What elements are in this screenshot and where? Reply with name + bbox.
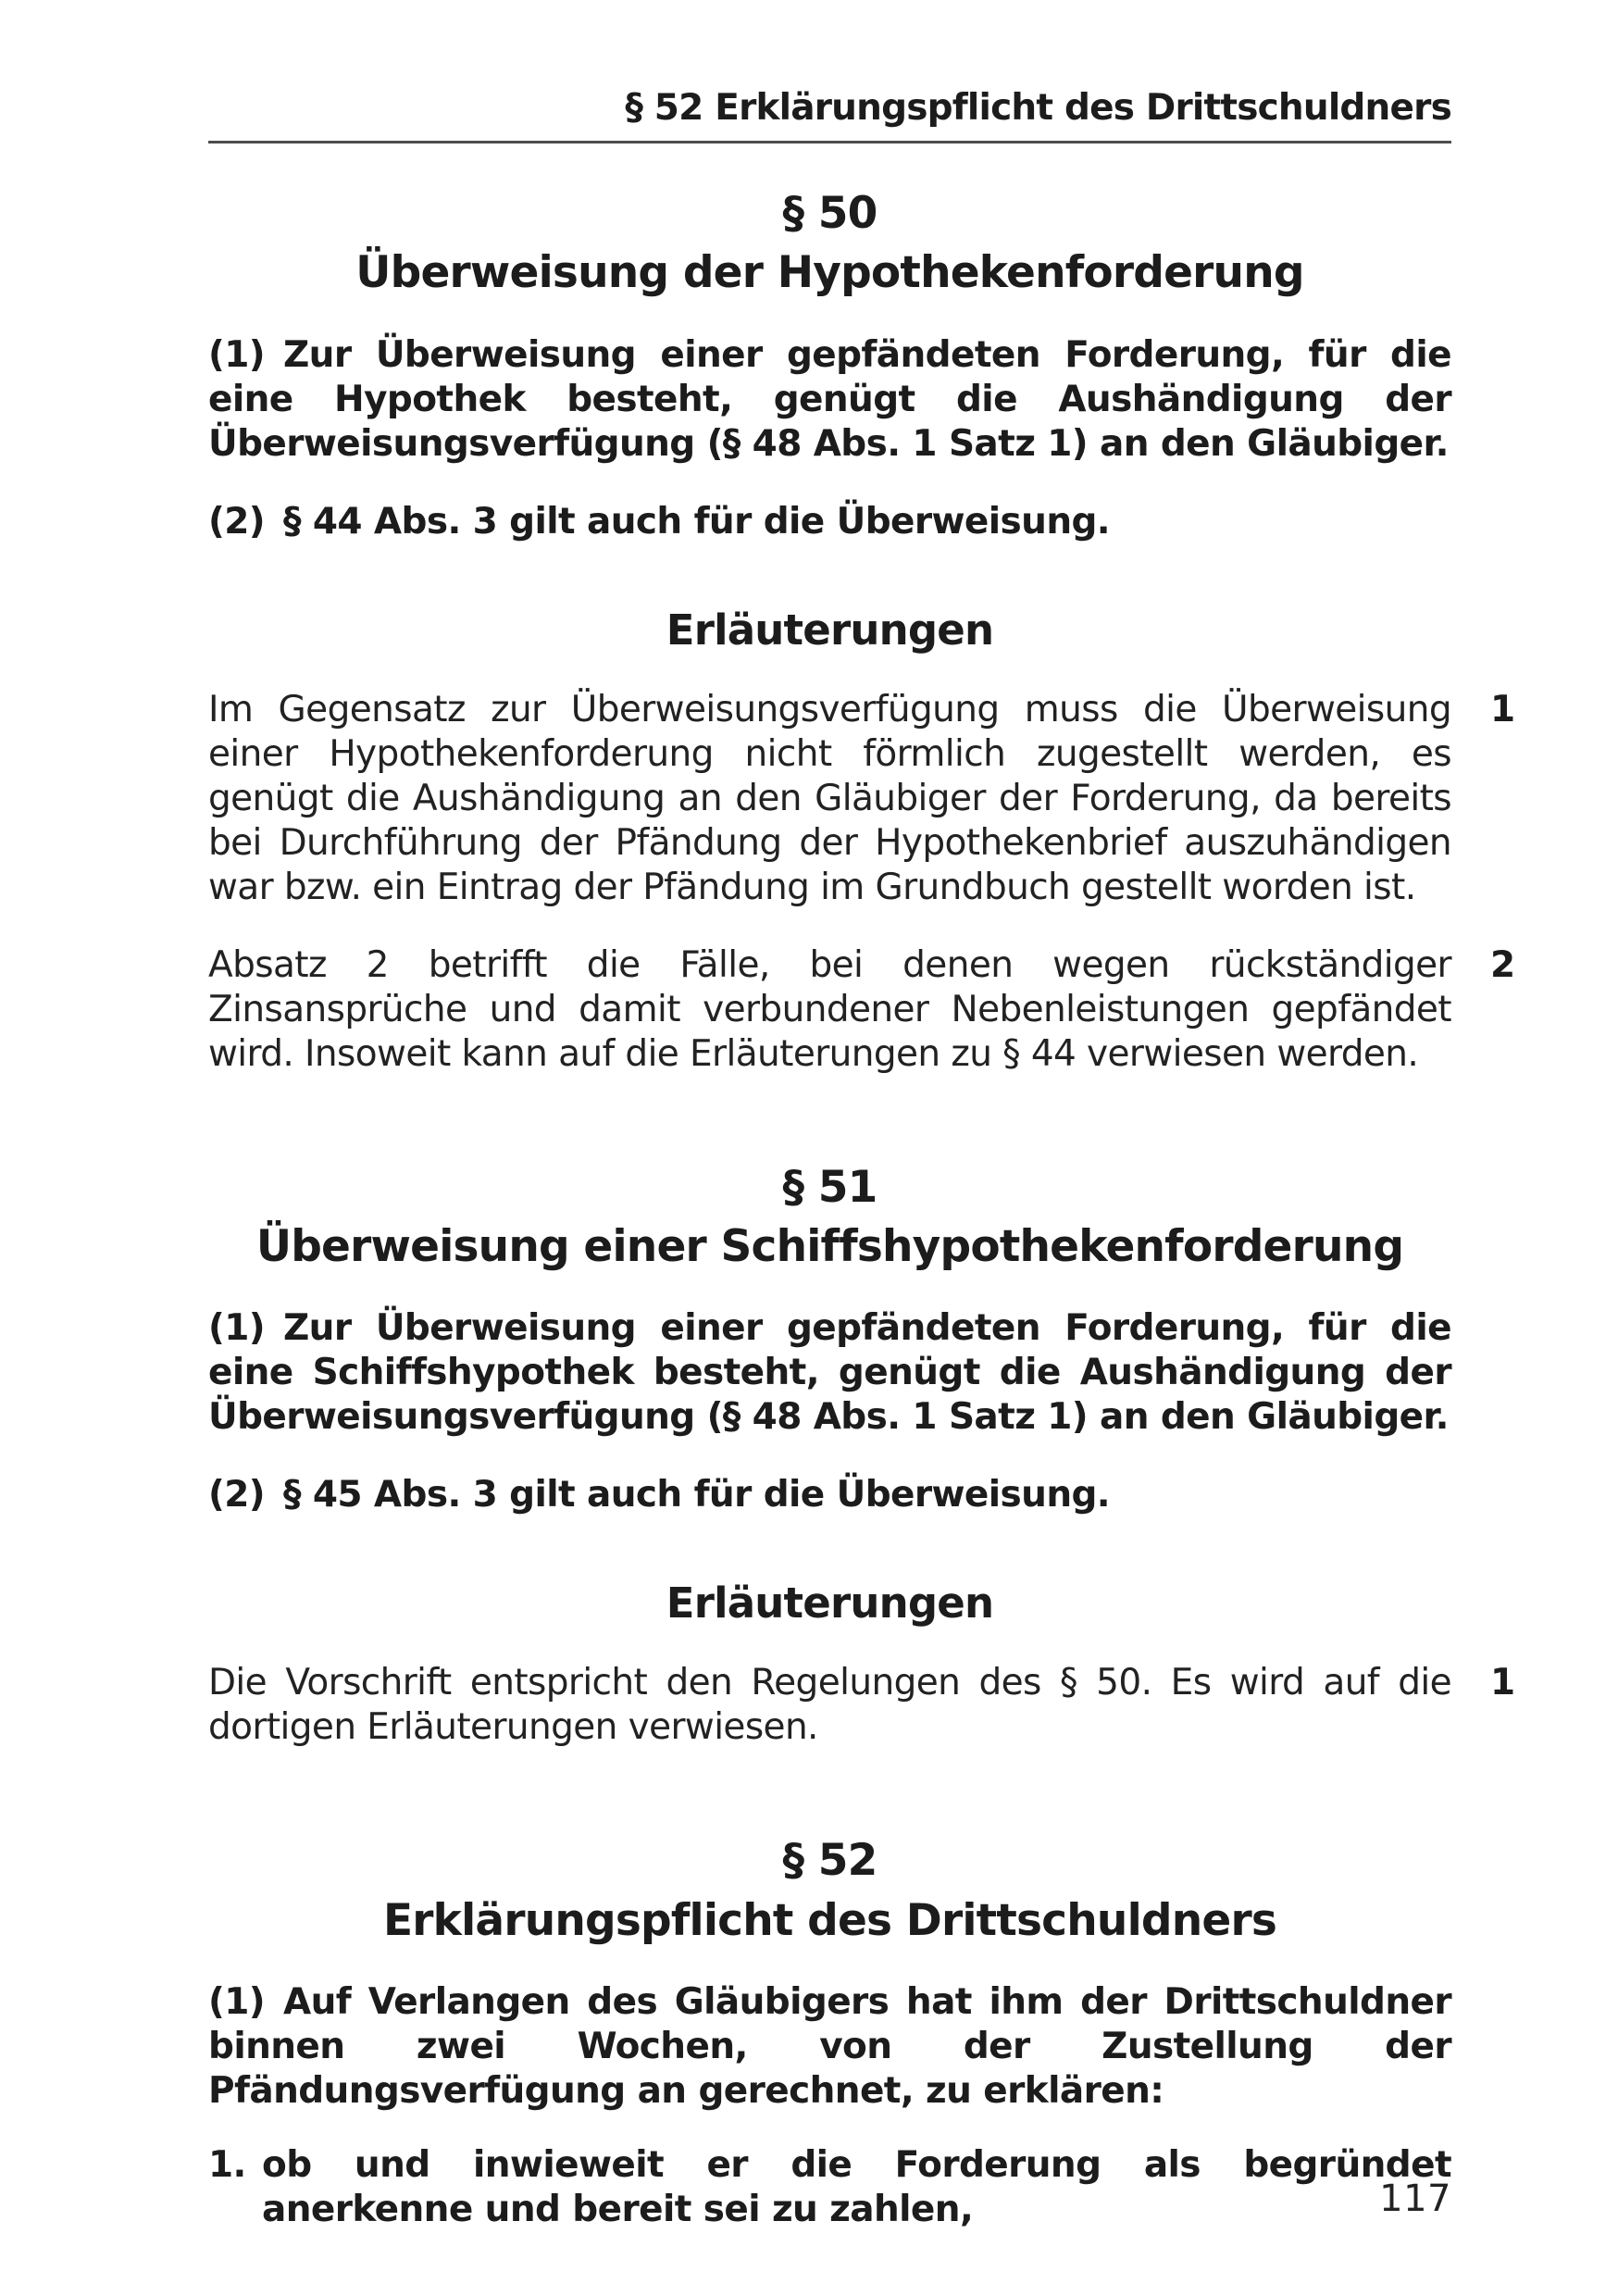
section-number: § 50 [782, 187, 877, 239]
section-51 [208, 1161, 1515, 1751]
marginal-number: 2 [1490, 943, 1515, 986]
page-content [208, 187, 1515, 2232]
statute-paragraph [208, 333, 1451, 467]
statute-text: Zur Überweisung einer gepfändeten Forderung, für die eine Hypothek besteht, genügt die Aushändigung der Überweisungsverfügung (§ 48 Abs. 1 Satz 1) an den Gläubiger. [208, 333, 1451, 465]
statute-text: § 44 Abs. 3 gilt auch für die Überweisung. [283, 500, 1111, 543]
section-number: § 51 [782, 1161, 877, 1213]
explanation-text: Im Gegensatz zur Überweisungsverfügung muss die Überweisung einer Hypothekenforderung nicht förmlich zugestellt werden, es genügt die Aushändigung an den Gläubiger der Forderung, da bereits bei Durchführung der Pfändung der Hypothekenbrief auszuhändigen war bzw. ein Eintrag der Pfändung im Grundbuch gestellt worden ist. [208, 688, 1451, 908]
explanation-paragraph [208, 688, 1515, 910]
list-marker: 1. [208, 2144, 246, 2187]
statute-marker: (2) [208, 500, 265, 543]
page-number: 117 [1379, 2177, 1451, 2220]
statute-marker: (1) [208, 1307, 265, 1350]
explanation-text: Die Vorschrift entspricht den Regelungen des § 50. Es wird auf die dortigen Erläuterungen verwiesen. [208, 1662, 1451, 1749]
section-50 [208, 187, 1515, 1077]
statute-marker: (1) [208, 333, 265, 376]
list-text: ob und inwieweit er die Forderung als begründet anerkenne und bereit sei zu zahlen, [262, 2144, 1451, 2231]
statute-list-item [208, 2143, 1451, 2232]
explanation-text: Absatz 2 betrifft die Fälle, bei denen wegen rückständiger Zinsansprüche und damit verbundener Nebenleistungen gepfändet wird. Insoweit kann auf die Erläuterungen zu § 44 verwiesen werden. [208, 943, 1451, 1075]
statute-paragraph [208, 1306, 1451, 1440]
statute-marker: (1) [208, 1981, 265, 2024]
statute-text: Zur Überweisung einer gepfändeten Forderung, für die eine Schiffshypothek besteht, genügt die Aushändigung der Überweisungsverfügung (§ 48 Abs. 1 Satz 1) an den Gläubiger. [208, 1307, 1451, 1439]
explanation-paragraph [208, 1661, 1515, 1750]
running-head-rule [208, 141, 1451, 144]
section-52 [208, 1835, 1451, 2232]
section-number: § 52 [782, 1835, 877, 1887]
statute-paragraph [208, 1980, 1451, 2114]
marginal-number: 1 [1490, 1662, 1515, 1704]
section-title: Überweisung der Hypothekenforderung [355, 247, 1304, 299]
running-head: § 52 Erklärungspflicht des Drittschuldners [625, 87, 1451, 129]
explanations-heading: Erläuterungen [666, 605, 994, 655]
statute-text: § 45 Abs. 3 gilt auch für die Überweisung. [283, 1474, 1111, 1516]
statute-paragraph [208, 1473, 1451, 1517]
statute-marker: (2) [208, 1474, 265, 1516]
statute-text: Auf Verlangen des Gläubigers hat ihm der Drittschuldner binnen zwei Wochen, von der Zustellung der Pfändungsverfügung an gerechnet, zu erklären: [208, 1981, 1451, 2113]
statute-paragraph [208, 500, 1451, 544]
marginal-number: 1 [1490, 688, 1515, 730]
explanation-paragraph [208, 943, 1515, 1077]
explanations-heading: Erläuterungen [666, 1578, 994, 1628]
section-title: Erklärungspflicht des Drittschuldners [382, 1894, 1277, 1946]
section-title: Überweisung einer Schiffshypothekenforderung [255, 1221, 1404, 1273]
